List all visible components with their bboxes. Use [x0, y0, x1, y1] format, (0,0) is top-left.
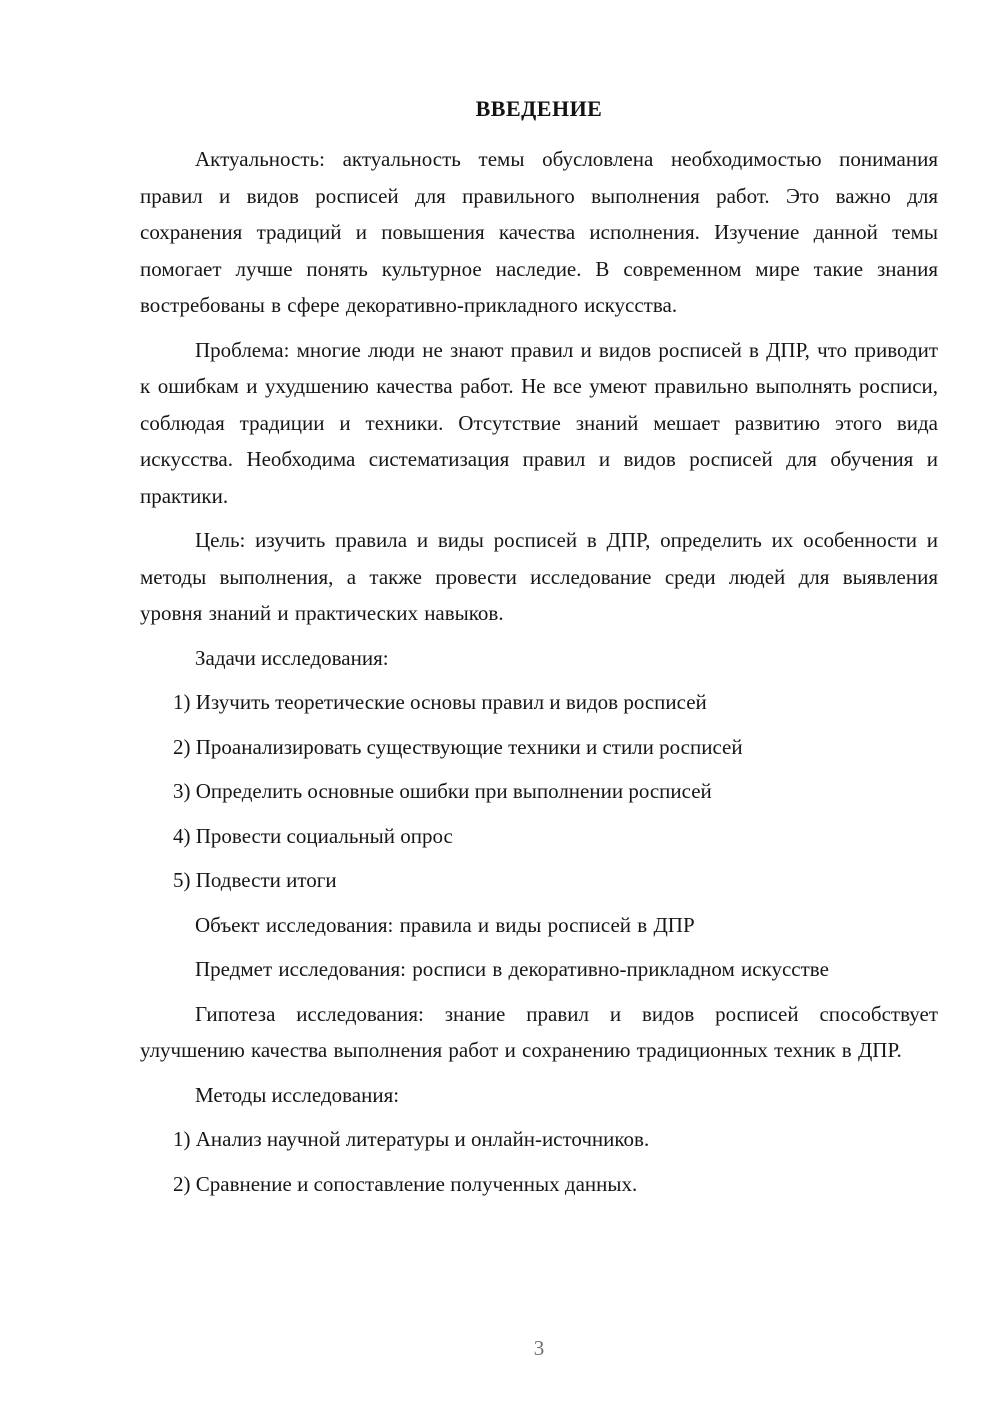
page-number: 3 — [533, 1336, 545, 1360]
methods-heading: Методы исследования: — [195, 1082, 400, 1107]
paragraph-predmet: Предмет исследования: росписи в декоративно-прикладном искусстве — [195, 957, 829, 981]
task-item-5: 5) Подвести итоги — [173, 868, 337, 892]
task-item-2: 2) Проанализировать существующие техники и стили росписей — [173, 734, 743, 759]
tasks-heading: Задачи исследования: — [195, 645, 389, 670]
method-item-1: 1) Анализ научной литературы и онлайн-источников. — [173, 1127, 650, 1151]
page-title: ВВЕДЕНИЕ — [475, 96, 603, 121]
paragraph-problema: Проблема: многие люди не знают правил и видов росписей в ДПР, что приводит к ошибкам и ухудшению качества работ. Не все умеют правильно выполнять росписи, соблюдая традиции и техники. Отсутствие знаний мешает развитию этого вида искусства. Необходима систематизация правил и видов росписей для обучения и практики. — [140, 337, 938, 508]
method-item-2: 2) Сравнение и сопоставление полученных данных. — [173, 1171, 638, 1196]
paragraph-obekt: Объект исследования: правила и виды росписей в ДПР — [195, 912, 695, 937]
task-item-4: 4) Провести социальный опрос — [173, 823, 453, 848]
paragraph-gipoteza: Гипотеза исследования: знание правил и видов росписей способствует улучшению качества выполнения работ и сохранению традиционных техник в ДПР. — [140, 1001, 938, 1062]
paragraph-tsel: Цель: изучить правила и виды росписей в ДПР, определить их особенности и методы выполнения, а также провести исследование среди людей для выявления уровня знаний и практических навыков. — [140, 528, 938, 625]
task-item-3: 3) Определить основные ошибки при выполнении росписей — [173, 779, 712, 803]
task-item-1: 1) Изучить теоретические основы правил и видов росписей — [173, 690, 707, 714]
paragraph-aktualnost: Актуальность: актуальность темы обусловлена необходимостью понимания правил и видов росписей для правильного выполнения работ. Это важно для сохранения традиций и повышения качества исполнения. Изучение данной темы помогает лучше понять культурное наследие. В современном мире такие знания востребованы в сфере декоративно-прикладного искусства. — [140, 147, 938, 317]
